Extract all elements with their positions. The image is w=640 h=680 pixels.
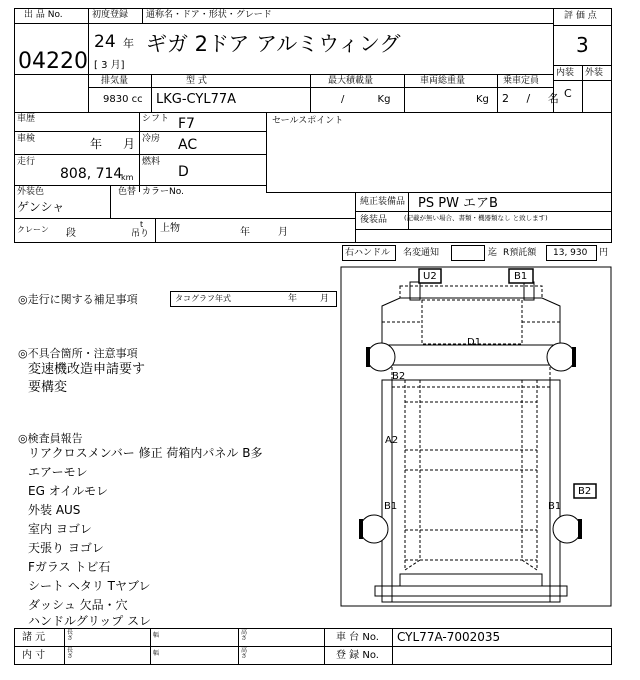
upper-month-unit: 月	[278, 227, 288, 238]
height-label: 高さ	[241, 629, 248, 642]
shift: F7	[178, 116, 195, 132]
interior-grade: C	[564, 87, 572, 100]
width-label: 幅	[153, 632, 160, 639]
inspector-line: エアーモレ	[28, 465, 88, 479]
model-code: LKG-CYL77A	[156, 92, 236, 107]
aftermarket-note: (記載が無い場合、書類・機器類なし と致します)	[404, 214, 548, 222]
lot-no-label: 出 品 No.	[24, 10, 63, 20]
deposit: 13, 930	[553, 248, 588, 258]
max-load: / Kg	[341, 94, 391, 105]
interior-label: 内装	[556, 68, 575, 78]
defect-line: 要構変	[28, 380, 68, 395]
model-label: 型 式	[186, 76, 207, 86]
inspector-line: Fガラス トビ石	[28, 560, 111, 574]
color-code-label: 色替	[118, 187, 137, 197]
color-no-label: カラーNo.	[142, 187, 184, 197]
inspection-month-unit: 月	[123, 137, 136, 151]
aftermarket-label: 後装品	[360, 215, 388, 225]
damage-mark-b2-left: B2	[392, 371, 406, 382]
ac: AC	[178, 137, 198, 153]
name-change-label: 名変通知	[403, 248, 440, 258]
first-reg-month: [ 3 月]	[94, 60, 125, 71]
displacement-label: 排気量	[101, 76, 129, 86]
yen-label: 円	[599, 248, 609, 258]
score: 3	[576, 33, 589, 57]
tachograph-label: タコグラフ年式	[175, 294, 231, 303]
fuel: D	[178, 164, 189, 180]
inspector-line: シート ヘタリ Tヤブレ	[28, 579, 151, 593]
shift-label: シフト	[142, 114, 170, 124]
chassis-no: CYL77A-7002035	[397, 630, 501, 644]
displacement: 9830 cc	[103, 94, 143, 105]
exterior-label: 外装	[585, 68, 604, 78]
length-label: 長さ	[67, 629, 74, 642]
damage-mark-b1-top: B1	[514, 271, 528, 282]
inspector-label: ◎検査員報告	[18, 432, 83, 445]
model-name: ギガ 2ドア アルミウィング	[146, 32, 401, 56]
inspection-year-unit: 年	[90, 137, 103, 151]
inspector-line: 天張り ヨゴレ	[28, 541, 104, 555]
capacity: 2 / 名	[502, 92, 559, 105]
defect-line: 変速機改造申請要す	[28, 362, 146, 377]
equipment-label: 純正装備品	[360, 197, 406, 207]
crane-ton-top: t	[140, 220, 144, 229]
mileage-unit: km	[121, 173, 134, 182]
damage-mark-b2-right: B2	[578, 486, 592, 497]
registration-label: 登 録 No.	[336, 650, 379, 661]
inspector-line: 外装 AUS	[28, 503, 81, 517]
crane-stage: 段	[66, 228, 76, 239]
max-load-label: 最大積載量	[328, 76, 374, 86]
score-label: 評 価 点	[564, 11, 597, 21]
upper-year-unit: 年	[240, 227, 250, 238]
color: ゲンシャ	[17, 200, 65, 214]
damage-mark-a2: A2	[385, 435, 399, 446]
ac-label: 冷房	[142, 134, 161, 144]
width-label: 幅	[153, 650, 160, 657]
history-label: 車歴	[17, 114, 36, 124]
gross-weight-label: 車両総重量	[420, 76, 466, 86]
inspector-line: リアクロスメンバー 修正 荷箱内パネル B多	[28, 446, 263, 460]
handle: 右ハンドル	[345, 248, 391, 258]
color-label: 外装色	[17, 187, 45, 197]
inspection-label: 車検	[17, 134, 36, 144]
crane-ton: 吊り	[131, 229, 150, 239]
inspector-line: ハンドルグリップ スレ	[28, 614, 152, 628]
tachograph-year-unit: 年	[288, 294, 298, 304]
first-reg-label: 初度登録	[92, 10, 129, 20]
name-label: 通称名・ドア・形状・グレード	[146, 10, 272, 20]
first-reg-year-unit: 年	[123, 37, 134, 50]
damage-mark-b1-right: B1	[548, 501, 562, 512]
defects-label: ◎不具合箇所・注意事項	[18, 347, 138, 360]
damage-mark-u2: U2	[423, 271, 437, 282]
equipment: PS PW エアB	[418, 196, 498, 211]
capacity-label: 乗車定員	[503, 76, 540, 86]
upper-label: 上物	[160, 223, 180, 234]
gross-weight-unit: Kg	[476, 94, 489, 105]
lot-no: 04220	[18, 49, 88, 74]
inspector-line: 室内 ヨゴレ	[28, 522, 92, 536]
dims-footer-label: 内 寸	[22, 650, 46, 661]
length-label: 長さ	[67, 647, 74, 660]
damage-mark-d1: D1	[467, 337, 482, 348]
inspector-line: EG オイルモレ	[28, 484, 109, 498]
first-reg-year: 24	[94, 32, 116, 52]
inspector-line: ダッシュ 欠品・穴	[28, 598, 128, 612]
mileage-label: 走行	[17, 157, 36, 167]
over-mark: 迄	[488, 248, 498, 258]
mileage: 808, 714	[60, 166, 123, 182]
remark-label: R預託額	[503, 248, 537, 258]
fuel-label: 燃料	[142, 157, 161, 167]
height-label: 高さ	[241, 647, 248, 660]
tachograph-month-unit: 月	[320, 294, 330, 304]
chassis-label: 車 台 No.	[336, 632, 379, 643]
specs-footer-label: 諸 元	[22, 632, 46, 643]
damage-mark-b1-left: B1	[384, 501, 398, 512]
sales-points-label: セールスポイント	[272, 116, 344, 126]
driving-notes-label: ◎走行に関する補足事項	[18, 293, 138, 306]
crane-label: クレーン	[17, 225, 49, 234]
